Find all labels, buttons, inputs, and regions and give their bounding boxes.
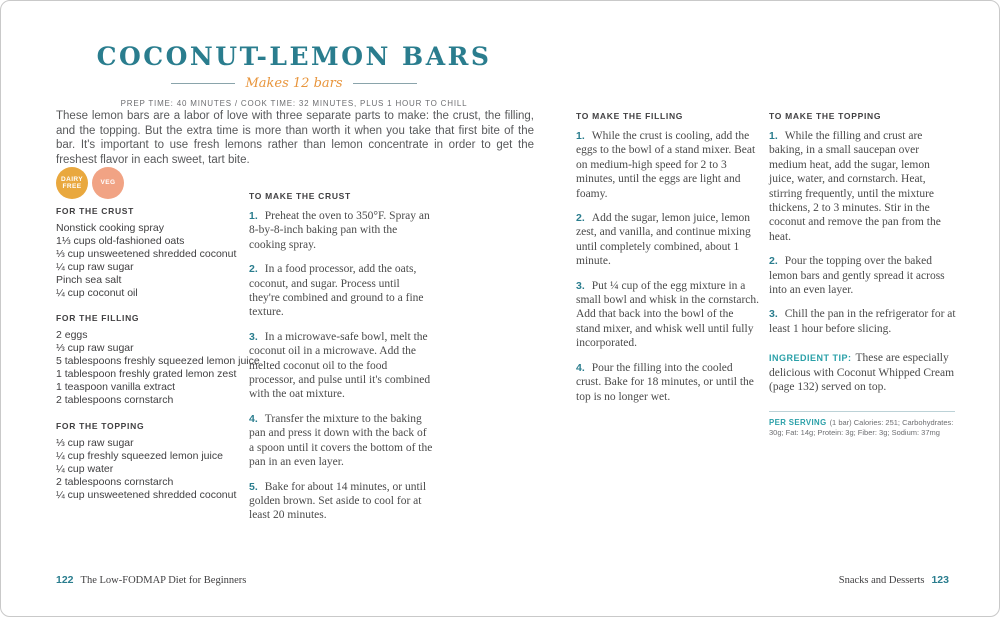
step-text: While the filling and crust are baking, in a small saucepan over medium heat, add the sugar, lemon juice, water, and cornstarch. Heat, stirring frequently, until the mixture thickens, 2 to 3 minutes. Stir in the coconut and remove the pan from the heat. [769, 130, 941, 243]
ingredient-item: 1 tablespoon freshly grated lemon zest [56, 368, 237, 381]
step-text: Add the sugar, lemon juice, lemon zest, and vanilla, and continue mixing until completely combined, about 1 minute. [576, 212, 751, 268]
ingredient-item: 2 tablespoons cornstarch [56, 393, 174, 406]
yield-rule-left [171, 83, 235, 84]
step-text: Pour the filling into the cooled crust. Bake for 18 minutes, or until the top is no longer wet. [576, 361, 754, 403]
ingredients-column [56, 206, 260, 501]
step-number: 1. [249, 210, 258, 222]
ingredient-item: ⅓ cup raw sugar [56, 436, 134, 449]
per-serving-label: PER SERVING [769, 417, 827, 427]
dairy-free-badge [56, 167, 88, 199]
step-item [769, 254, 956, 297]
ingredient-item: Nonstick cooking spray [56, 222, 164, 234]
ingredient-item: 1⅓ cups old-fashioned oats [56, 234, 185, 247]
right-page-number: 123 [931, 574, 949, 586]
step-item [576, 279, 760, 351]
ingredient-tip [769, 351, 956, 394]
prep-cook-time: PREP TIME: 40 MINUTES / COOK TIME: 32 MINUTES, PLUS 1 HOUR TO CHILL [120, 98, 468, 108]
ingredient-item: ¼ cup raw sugar [56, 260, 134, 273]
step-text: Pour the topping over the baked lemon bars and gently spread it across into an even layer. [769, 255, 945, 297]
step-item [576, 361, 760, 404]
step-text: Chill the pan in the refrigerator for at least 1 hour before slicing. [769, 308, 956, 335]
ingredient-item: 1 teaspoon vanilla extract [56, 381, 176, 394]
badge-line: FREE [62, 183, 82, 190]
step-number: 4. [576, 361, 585, 374]
ingredient-item: ¼ cup water [56, 462, 114, 475]
badge-line: VEG [100, 179, 116, 187]
step-number: 4. [249, 412, 258, 425]
step-text: Put ¼ cup of the egg mixture in a small bowl and whisk in the cornstarch. Add that back into the bowl of the stand mixer, and whisk well until fully incorporated. [576, 279, 760, 350]
book-title: The Low-FODMAP Diet for Beginners [80, 575, 247, 586]
topping-ingredients-header: FOR THE TOPPING [56, 420, 145, 431]
ingredient-item: ⅓ cup unsweetened shredded coconut [56, 247, 237, 260]
step-item [769, 307, 956, 336]
step-item [576, 129, 760, 201]
ingredient-tip-label: INGREDIENT TIP: [769, 353, 852, 364]
step-item [769, 129, 956, 244]
step-text: While the crust is cooling, add the eggs to the bowl of a stand mixer. Beat on medium-high speed for 2 to 3 minutes, until the eggs are light and foamy. [576, 130, 756, 200]
step-text: In a food processor, add the oats, coconut, and sugar. Process until they're combined and ground to a fine texture. [249, 263, 424, 319]
step-item [249, 209, 433, 252]
yield-rule-right [353, 83, 417, 84]
filling-instructions-header: TO MAKE THE FILLING [576, 111, 684, 121]
crust-instructions-column [249, 191, 433, 533]
step-number: 3. [769, 308, 778, 321]
footer-right [839, 574, 949, 586]
crust-ingredients-header: FOR THE CRUST [56, 206, 135, 216]
diet-badges [56, 167, 124, 199]
step-item [249, 330, 433, 402]
badge-line: DAIRY [61, 175, 83, 183]
ingredient-item: ¼ cup freshly squeezed lemon juice [56, 449, 223, 462]
step-item [249, 480, 433, 523]
step-number: 5. [249, 480, 258, 493]
step-number: 2. [249, 263, 258, 276]
left-page-number: 122 [56, 574, 74, 586]
footer-left [56, 574, 246, 586]
step-text: Bake for about 14 minutes, or until golden brown. Set aside to cool for at least 20 minutes. [249, 480, 427, 522]
ingredient-tip-text: These are especially delicious with Coconut Whipped Cream (page 132) served on top. [769, 352, 955, 394]
chapter-title: Snacks and Desserts [838, 575, 925, 586]
ingredient-item: Pinch sea salt [56, 273, 122, 286]
topping-instructions-header: TO MAKE THE TOPPING [769, 111, 882, 121]
ingredient-item: 5 tablespoons freshly squeezed lemon juice [56, 355, 260, 368]
step-text: Preheat the oven to 350°F. Spray an 8-by-8-inch baking pan with the cooking spray. [249, 210, 430, 251]
step-number: 1. [576, 130, 585, 142]
step-item [249, 262, 433, 320]
ingredient-item: ⅓ cup raw sugar [56, 342, 134, 355]
recipe-header [51, 43, 537, 108]
step-number: 1. [769, 130, 778, 142]
veg-badge [92, 167, 124, 199]
step-item [249, 412, 433, 470]
step-item [576, 211, 760, 269]
recipe-title: COCONUT-LEMON BARS [96, 42, 492, 71]
filling-ingredients-header: FOR THE FILLING [56, 313, 140, 324]
ingredient-item: 2 eggs [56, 329, 88, 342]
yield-text: Makes 12 bars [245, 75, 343, 91]
yield-row [51, 76, 537, 91]
nutrition-info [769, 411, 955, 438]
step-text: In a microwave-safe bowl, melt the coconut oil in a microwave. Add the melted coconut oil to the food processor, and pulse until it's combined with the oat mixture. [249, 330, 431, 401]
topping-instructions-column [769, 111, 956, 438]
step-number: 3. [249, 330, 258, 343]
ingredient-item: 2 tablespoons cornstarch [56, 475, 174, 488]
step-number: 3. [576, 279, 585, 292]
per-serving-text: (1 bar) Calories: 251; Carbohydrates: 30g; Fat: 14g; Protein: 3g; Fiber: 3g; Sodium: 37mg [769, 417, 954, 437]
step-number: 2. [769, 255, 778, 268]
step-text: Transfer the mixture to the baking pan and press it down with the back of a spoon until it covers the bottom of the pan in an even layer. [249, 412, 433, 469]
ingredient-item: ¼ cup unsweetened shredded coconut [56, 488, 237, 501]
filling-instructions-column [576, 111, 760, 414]
intro-paragraph: These lemon bars are a labor of love with three separate parts to make: the crust, the filling, and the topping. But the extra time is more than worth it when you take that first bite of the bar. It's important to use fresh lemons rather than lemon concentrate in order to get the freshest flavor in each sweet, tart bite. [56, 110, 534, 166]
crust-instructions-header: TO MAKE THE CRUST [249, 191, 351, 201]
step-number: 2. [576, 212, 585, 225]
ingredient-item: ¼ cup coconut oil [56, 286, 138, 299]
